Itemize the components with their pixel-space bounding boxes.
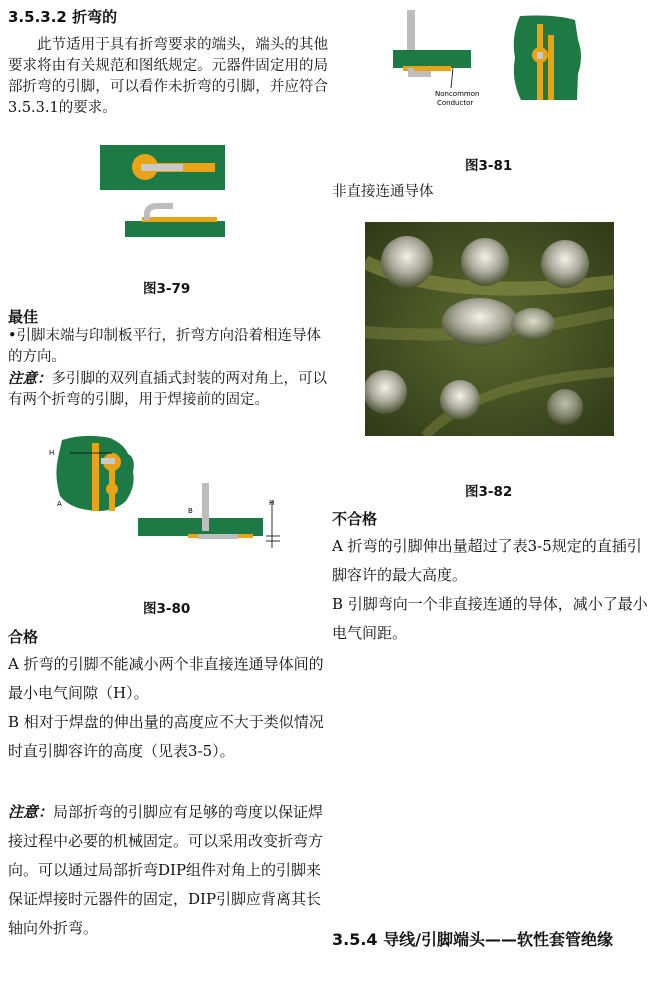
figure-3-79-caption: 图3-79 <box>143 281 191 297</box>
bent-lead <box>141 164 183 171</box>
bent-lead-top <box>101 458 115 464</box>
label-a: A <box>57 500 62 508</box>
board-side-view <box>125 221 225 237</box>
noncommon-label-1: Noncommon <box>435 90 480 98</box>
label-b: B <box>188 507 193 515</box>
figure-3-81-subtitle: 非直接连通导体 <box>332 184 434 200</box>
pass-b: B 相对于焊盘的伸出量的高度应不大于类似情况时直引脚容许的高度（见表3-5）。 <box>8 713 324 760</box>
figure-3-81-caption: 图3-81 <box>465 158 513 174</box>
noncommon-label-2: Conductor <box>437 99 474 107</box>
note-2-label: 注意： <box>8 803 54 821</box>
section-title: 3.5.3.2 折弯的 <box>8 8 118 26</box>
intro-paragraph: 此节适用于具有折弯要求的端头，端头的其他要求将由有关规范和图纸规定。元器件固定用的局部折弯的引脚，可以看作未折弯的引脚，并应符合3.5.3.1的要求。 <box>8 37 328 116</box>
note-1-text: 多引脚的双列直插式封装的两对角上，可以有两个折弯的引脚，用于焊接前的固定。 <box>8 371 327 408</box>
pointer-line <box>451 68 453 88</box>
note-2-text: 局部折弯的引脚应有足够的弯度以保证焊接过程中必要的机械固定。可以采用改变折弯方向。可以通过局部折弯DIP组件对角上的引脚来保证焊接时元器件的固定，DIP引脚应背离其长轴向外折弯。 <box>8 803 324 937</box>
solder-joint-3 <box>541 240 589 288</box>
solder-joint-bridge <box>511 308 555 340</box>
pass-a: A 折弯的引脚不能减小两个非直接连通导体间的最小电气间隙（H）。 <box>8 655 324 702</box>
solder-joint-5 <box>440 380 480 420</box>
note-2 <box>8 798 326 943</box>
solder-joint-6 <box>547 389 583 425</box>
figure-3-79 <box>95 140 230 242</box>
trace-2 <box>548 35 554 100</box>
next-section-title: 3.5.4 导线/引脚端头——软性套管绝缘 <box>332 930 613 949</box>
pass-title: 合格 <box>8 628 39 646</box>
side-pad <box>142 217 217 222</box>
figure-3-80 <box>40 428 290 558</box>
label-h-left: H <box>49 449 55 457</box>
fail-title: 不合格 <box>332 510 378 528</box>
solder-joint-1 <box>381 236 433 288</box>
lead-end <box>537 52 543 59</box>
label-h-right: H <box>269 499 275 507</box>
side-lead-bent <box>198 534 238 539</box>
figure-3-82-caption: 图3-82 <box>465 484 513 500</box>
figure-3-82-photo <box>365 222 614 436</box>
solder-joint-4 <box>365 370 407 414</box>
fail-a: A 折弯的引脚伸出量超过了表3-5规定的直插引脚容许的最大高度。 <box>332 537 642 584</box>
solder-joint-2 <box>461 238 509 286</box>
figure-3-80-caption: 图3-80 <box>143 601 191 617</box>
solder-joint-bent <box>442 298 518 346</box>
note-1-label: 注意： <box>8 370 52 387</box>
note-1 <box>8 368 330 411</box>
fail-b: B 引脚弯向一个非直接连通的导体，减小了最小电气间距。 <box>332 595 648 642</box>
board-side <box>138 518 263 536</box>
side-lead-vertical <box>202 483 209 531</box>
best-bullet: •引脚末端与印制板平行，折弯方向沿着相连导体的方向。 <box>8 328 322 365</box>
pad-bottom <box>106 483 118 495</box>
board-side <box>393 50 471 68</box>
figure-3-81 <box>385 10 590 110</box>
best-title: 最佳 <box>8 308 39 326</box>
